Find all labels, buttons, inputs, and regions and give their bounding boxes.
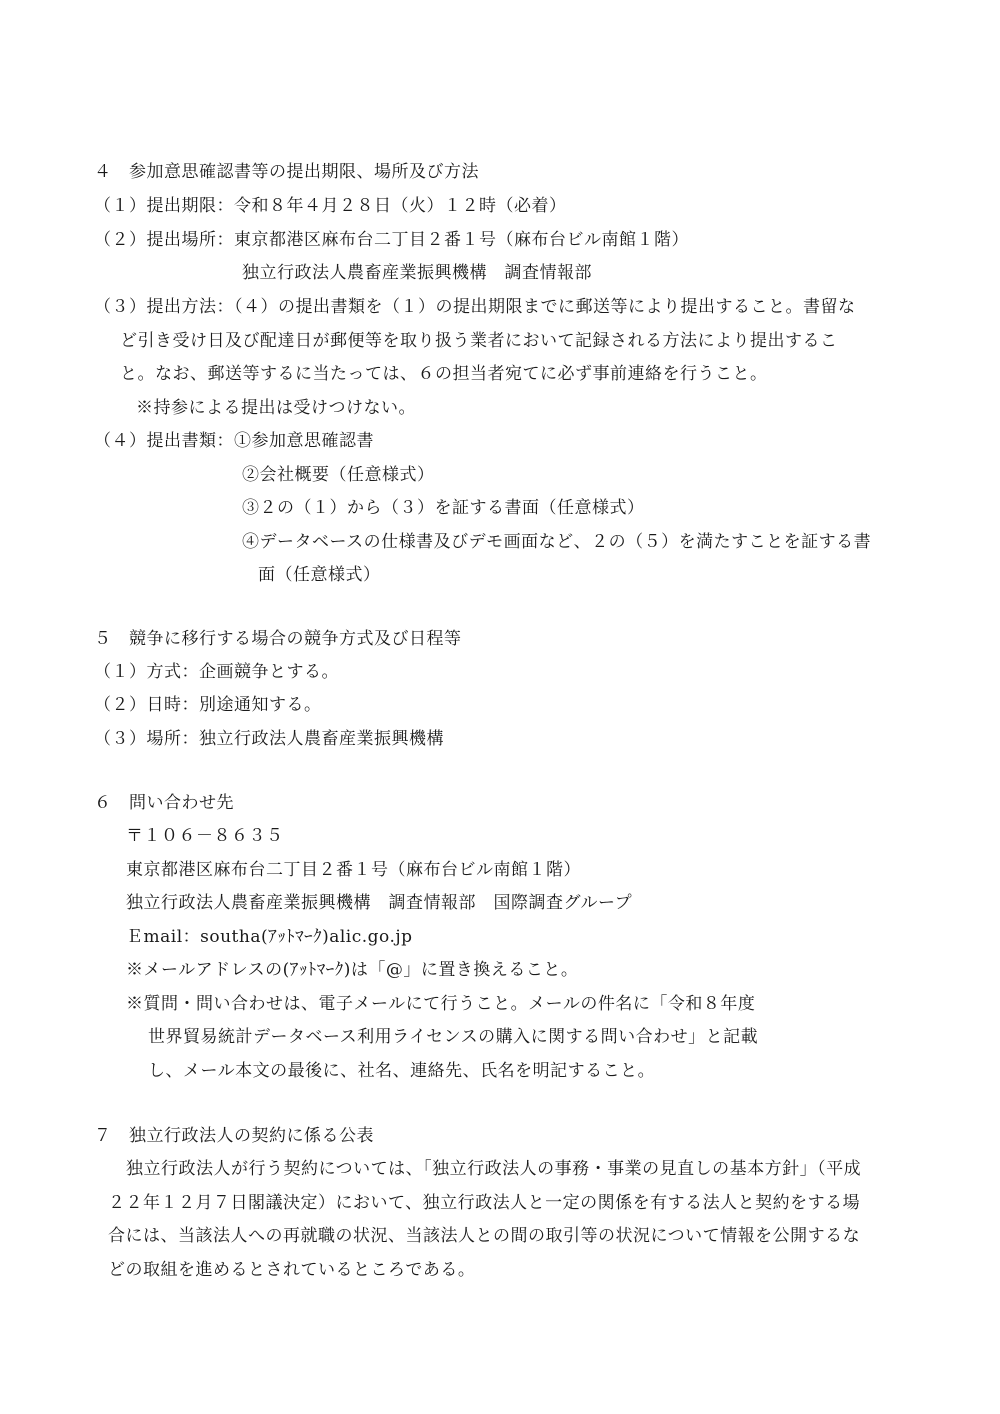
section4-item2-org: 独立行政法人農畜産業振興機構 調査情報部 bbox=[242, 263, 592, 283]
section4-item4-docs: （４）提出書類：①参加意思確認書 bbox=[94, 431, 374, 451]
section4-item3-method-line1: （３）提出方法：（４）の提出書類を（１）の提出期限までに郵送等により提出すること。書留な bbox=[94, 297, 856, 317]
contact-inquiry-note-line3: し、メール本文の最後に、社名、連絡先、氏名を明記すること。 bbox=[148, 1061, 656, 1081]
contact-email: Ｅmail：southa(ｱｯﾄﾏｰｸ)alic.go.jp bbox=[126, 927, 413, 947]
section4-heading: ４ 参加意思確認書等の提出期限、場所及び方法 bbox=[94, 162, 479, 182]
section5-item3-place: （３）場所：独立行政法人農畜産業振興機構 bbox=[94, 729, 444, 749]
contact-inquiry-note-line2: 世界貿易統計データベース利用ライセンスの購入に関する問い合わせ」と記載 bbox=[148, 1027, 759, 1047]
section5-item1-method: （１）方式：企画競争とする。 bbox=[94, 662, 339, 682]
contact-postal-code: 〒１０６－８６３５ bbox=[126, 826, 284, 846]
section7-paragraph-line2: ２２年１２月７日閣議決定）において、独立行政法人と一定の関係を有する法人と契約をする場 bbox=[108, 1193, 861, 1213]
section6-heading: ６ 問い合わせ先 bbox=[94, 793, 234, 813]
contact-email-note: ※メールアドレスの(ｱｯﾄﾏｰｸ)は「@」に置き換えること。 bbox=[126, 960, 579, 980]
contact-organization: 独立行政法人農畜産業振興機構 調査情報部 国際調査グループ bbox=[126, 893, 633, 913]
section4-item4-doc4-line1: ④データベースの仕様書及びデモ画面など、２の（５）を満たすことを証する書 bbox=[242, 532, 872, 552]
section4-item4-doc3: ③２の（１）から（３）を証する書面（任意様式） bbox=[242, 498, 645, 518]
section4-item4-doc4-line2: 面（任意様式） bbox=[258, 565, 381, 585]
section7-paragraph-line1: 独立行政法人が行う契約については、「独立行政法人の事務・事業の見直しの基本方針」（平成 bbox=[126, 1159, 862, 1179]
section7-paragraph-line3: 合には、当該法人への再就職の状況、当該法人との間の取引等の状況について情報を公開するな bbox=[108, 1226, 861, 1246]
section7-paragraph-line4: どの取組を進めるとされているところである。 bbox=[108, 1260, 476, 1280]
section4-item1-deadline: （１）提出期限：令和８年４月２８日（火）１２時（必着） bbox=[94, 196, 567, 216]
section4-item3-note: ※持参による提出は受けつけない。 bbox=[136, 398, 416, 418]
contact-inquiry-note-line1: ※質問・問い合わせは、電子メールにて行うこと。メールの件名に「令和８年度 bbox=[126, 994, 756, 1014]
section5-item2-date: （２）日時：別途通知する。 bbox=[94, 695, 322, 715]
section4-item2-place: （２）提出場所：東京都港区麻布台二丁目２番１号（麻布台ビル南館１階） bbox=[94, 230, 689, 250]
section5-heading: ５ 競争に移行する場合の競争方式及び日程等 bbox=[94, 629, 462, 649]
section7-heading: ７ 独立行政法人の契約に係る公表 bbox=[94, 1126, 374, 1146]
section4-item4-doc2: ②会社概要（任意様式） bbox=[242, 465, 435, 485]
section4-item3-method-line2: ど引き受け日及び配達日が郵便等を取り扱う業者において記録される方法により提出するこ bbox=[120, 331, 838, 351]
contact-address: 東京都港区麻布台二丁目２番１号（麻布台ビル南館１階） bbox=[126, 860, 581, 880]
section4-item3-method-line3: と。なお、郵送等するに当たっては、６の担当者宛てに必ず事前連絡を行うこと。 bbox=[120, 364, 768, 384]
